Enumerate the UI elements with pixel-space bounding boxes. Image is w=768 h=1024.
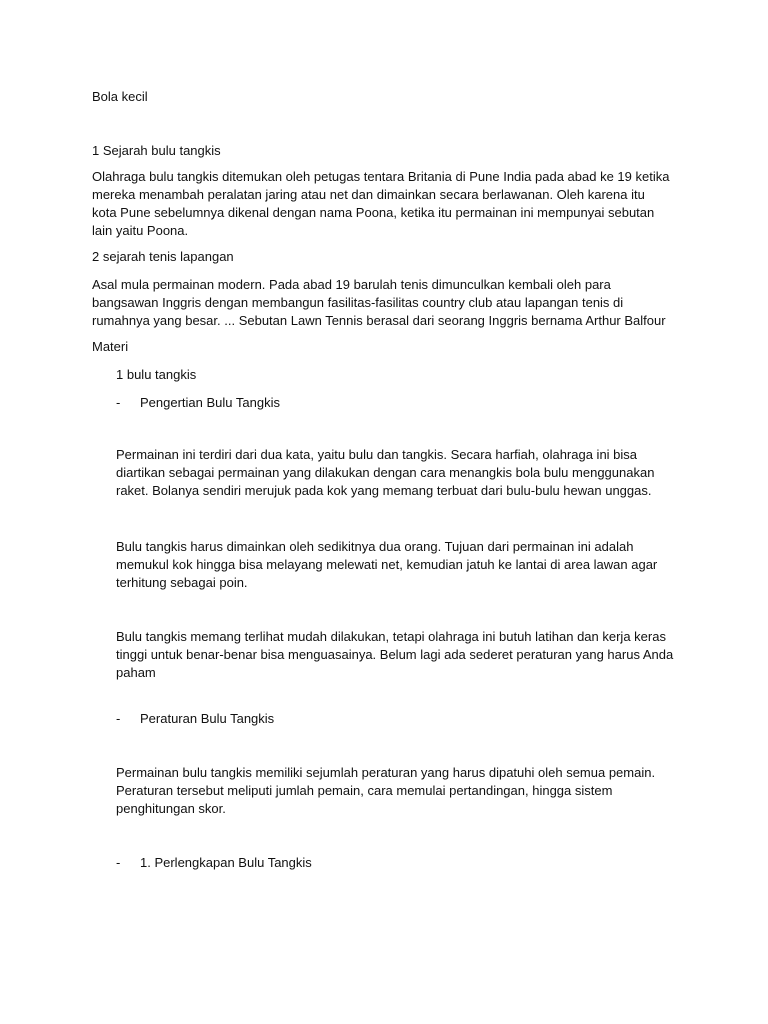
paragraph-line: Permainan bulu tangkis memiliki sejumlah peraturan yang harus dipatuhi oleh semua pemain. <box>116 765 656 780</box>
section-2-paragraph <box>92 276 666 330</box>
peraturan-paragraph <box>116 764 655 818</box>
bullet-peraturan: Peraturan Bulu Tangkis <box>140 711 275 726</box>
paragraph-line: mereka menambah peralatan jaring atau net dan dimainkan secara berlawanan. Oleh karena itu <box>92 187 645 202</box>
pengertian-paragraph-2 <box>116 538 657 592</box>
paragraph-line: Olahraga bulu tangkis ditemukan oleh petugas tentara Britania di Pune India pada abad ke 19 ketika <box>92 169 670 184</box>
paragraph-line: paham <box>116 665 156 680</box>
paragraph-line: Permainan ini terdiri dari dua kata, yaitu bulu dan tangkis. Secara harfiah, olahraga ini bisa <box>116 447 638 462</box>
document-title: Bola kecil <box>92 89 148 104</box>
section-1-paragraph <box>92 168 669 240</box>
paragraph-line: tinggi untuk benar-benar bisa menguasainya. Belum lagi ada sederet peraturan yang harus Anda <box>116 647 674 662</box>
paragraph-line: Asal mula permainan modern. Pada abad 19 barulah tenis dimunculkan kembali oleh para <box>92 277 611 292</box>
bullet-perlengkapan: 1. Perlengkapan Bulu Tangkis <box>140 855 312 870</box>
bullet-dash: - <box>116 711 121 726</box>
pengertian-paragraph-1 <box>116 446 654 500</box>
paragraph-line: Peraturan tersebut meliputi jumlah pemain, cara memulai pertandingan, hingga sistem <box>116 783 613 798</box>
paragraph-line: rumahnya yang besar. ... Sebutan Lawn Tennis berasal dari seorang Inggris bernama Arthur Balfour <box>92 313 666 328</box>
paragraph-line: memukul kok hingga bisa melayang melewati net, kemudian jatuh ke lantai di area lawan agar <box>116 557 658 572</box>
bullet-pengertian: Pengertian Bulu Tangkis <box>140 395 280 410</box>
paragraph-line: penghitungan skor. <box>116 801 226 816</box>
pengertian-paragraph-3 <box>116 628 673 682</box>
bullet-dash: - <box>116 855 121 870</box>
materi-heading: Materi <box>92 339 129 354</box>
paragraph-line: lain yaitu Poona. <box>92 223 189 238</box>
paragraph-line: diartikan sebagai permainan yang dilakukan dengan cara menangkis bola bulu menggunakan <box>116 465 655 480</box>
paragraph-line: bangsawan Inggris dengan membangun fasilitas-fasilitas country club atau lapangan tenis di <box>92 295 624 310</box>
bullet-dash: - <box>116 395 121 410</box>
paragraph-line: raket. Bolanya sendiri merujuk pada kok yang memang terbuat dari bulu-bulu hewan unggas. <box>116 483 652 498</box>
paragraph-line: terhitung sebagai poin. <box>116 575 248 590</box>
section-2-heading: 2 sejarah tenis lapangan <box>92 249 234 264</box>
materi-subheading: 1 bulu tangkis <box>116 367 197 382</box>
paragraph-line: Bulu tangkis harus dimainkan oleh sedikitnya dua orang. Tujuan dari permainan ini adalah <box>116 539 634 554</box>
section-1-heading: 1 Sejarah bulu tangkis <box>92 143 221 158</box>
paragraph-line: kota Pune sebelumnya dikenal dengan nama Poona, ketika itu permainan ini mempunyai sebutan <box>92 205 655 220</box>
paragraph-line: Bulu tangkis memang terlihat mudah dilakukan, tetapi olahraga ini butuh latihan dan kerja keras <box>116 629 666 644</box>
